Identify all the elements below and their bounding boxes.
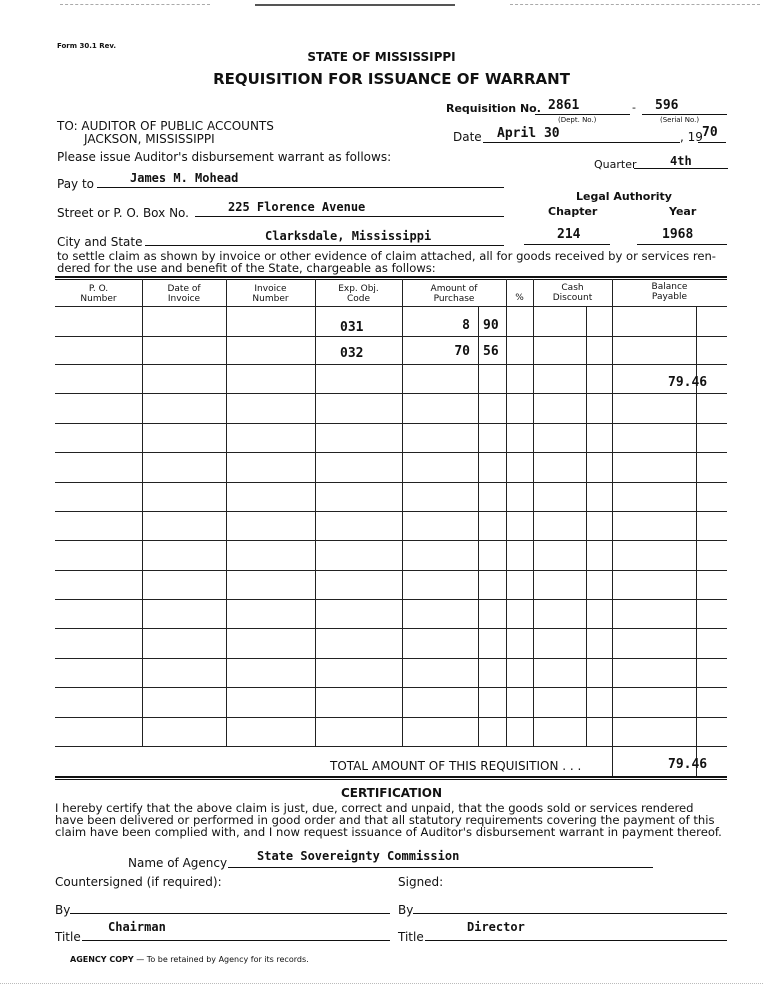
pay-to-value: James M. Mohead [130, 171, 239, 185]
date-label: Date [453, 130, 482, 144]
col-amount-of-purchase: Amount of Purchase [430, 284, 478, 304]
countersigned-label: Countersigned (if required): [55, 875, 222, 889]
street-value: 225 Florence Avenue [228, 200, 366, 214]
pay-to-line [97, 187, 504, 188]
left-title-label: Title [55, 930, 81, 944]
chapter-line [524, 244, 610, 245]
year-prefix: , 19 [680, 130, 703, 144]
certification-line-3: claim have been complied with, and I now request issuance of Auditor's disbursement warrant in payment thereof. [55, 825, 722, 839]
signed-label: Signed: [398, 875, 444, 889]
footer-agency-copy: AGENCY COPY [70, 955, 134, 964]
certification-heading: CERTIFICATION [340, 786, 443, 800]
city-label: City and State [57, 235, 143, 249]
scan-artifact [510, 4, 760, 5]
row-1-amount-cents: 90 [483, 318, 499, 333]
dept-no-value: 2861 [548, 98, 580, 113]
agency-value: State Sovereignty Commission [257, 849, 460, 863]
street-line [195, 216, 504, 217]
row-1-amount-dollars: 8 [462, 318, 470, 333]
state-heading: STATE OF MISSISSIPPI [307, 50, 456, 64]
requisition-label: Requisition No. [446, 102, 541, 115]
certification-line-1: I hereby certify that the above claim is just, due, correct and unpaid, that the goods sold or services rendered [55, 801, 694, 815]
city-value: Clarksdale, Mississippi [265, 229, 432, 243]
street-label: Street or P. O. Box No. [57, 206, 189, 220]
total-label: TOTAL AMOUNT OF THIS REQUISITION . . . [330, 759, 582, 773]
quarter-value: 4th [670, 154, 692, 168]
footer-note [70, 955, 309, 964]
legal-year-value: 1968 [662, 227, 694, 242]
right-by-label: By [398, 903, 414, 917]
col-exp-obj-code: Exp. Obj. Code [338, 284, 379, 304]
to-line-2: JACKSON, MISSISSIPPI [84, 132, 215, 146]
left-title-value: Chairman [108, 920, 166, 934]
date-line [483, 142, 680, 143]
right-title-label: Title [398, 930, 424, 944]
chapter-value: 214 [557, 227, 581, 242]
serial-no-caption: (Serial No.) [660, 116, 700, 124]
certification-line-2: have been delivered or performed in good order and that all statutory requirements covering the payment of this [55, 813, 715, 827]
col-cash-discount: Cash Discount [552, 283, 593, 303]
scan-artifact-bottom [0, 983, 763, 984]
col-invoice-number: Invoice Number [252, 284, 289, 304]
row-2-exp-code: 032 [340, 346, 364, 361]
dept-no-line [535, 114, 630, 115]
page-title: REQUISITION FOR ISSUANCE OF WARRANT [213, 70, 570, 88]
to-line-1: TO: AUDITOR OF PUBLIC ACCOUNTS [57, 119, 274, 133]
scan-artifact [60, 4, 210, 5]
serial-no-line [642, 114, 727, 115]
settle-text-1: to settle claim as shown by invoice or other evidence of claim attached, all for goods received by or services ren- [57, 249, 716, 263]
right-by-line [413, 913, 727, 914]
left-title-line [82, 940, 390, 941]
dept-no-caption: (Dept. No.) [558, 116, 597, 124]
chapter-label: Chapter [548, 205, 598, 218]
col-balance-payable: Balance Payable [651, 282, 688, 302]
legal-authority-heading: Legal Authority [576, 190, 672, 203]
settle-text-2: dered for the use and benefit of the State, chargeable as follows: [57, 261, 436, 275]
year-value: 70 [702, 125, 718, 140]
left-by-line [70, 913, 390, 914]
quarter-line [634, 168, 728, 169]
form-number: Form 30.1 Rev. [57, 42, 116, 50]
col-po-number: P. O. Number [80, 284, 117, 304]
left-by-label: By [55, 903, 71, 917]
balance-payable-value: 79.46 [668, 375, 708, 390]
pay-to-label: Pay to [57, 177, 95, 191]
year-line [698, 142, 726, 143]
legal-year-line [637, 244, 727, 245]
right-title-value: Director [467, 920, 525, 934]
total-value: 79.46 [668, 757, 708, 772]
year-label: Year [669, 205, 697, 218]
agency-label: Name of Agency [128, 856, 228, 870]
instruction-text: Please issue Auditor's disbursement warrant as follows: [57, 150, 392, 164]
quarter-label: Quarter [594, 158, 637, 171]
row-2-amount-dollars: 70 [454, 344, 470, 359]
date-value: April 30 [497, 126, 560, 141]
agency-line [228, 867, 653, 868]
row-2-amount-cents: 56 [483, 344, 499, 359]
row-1-exp-code: 031 [340, 320, 364, 335]
city-line [145, 245, 504, 246]
right-title-line [425, 940, 727, 941]
serial-no-value: 596 [655, 98, 679, 113]
col-date-of-invoice: Date of Invoice [167, 284, 201, 304]
footer-retention-text: — To be retained by Agency for its records. [133, 955, 309, 964]
scan-artifact [255, 4, 455, 6]
col-percent: % [515, 293, 524, 303]
